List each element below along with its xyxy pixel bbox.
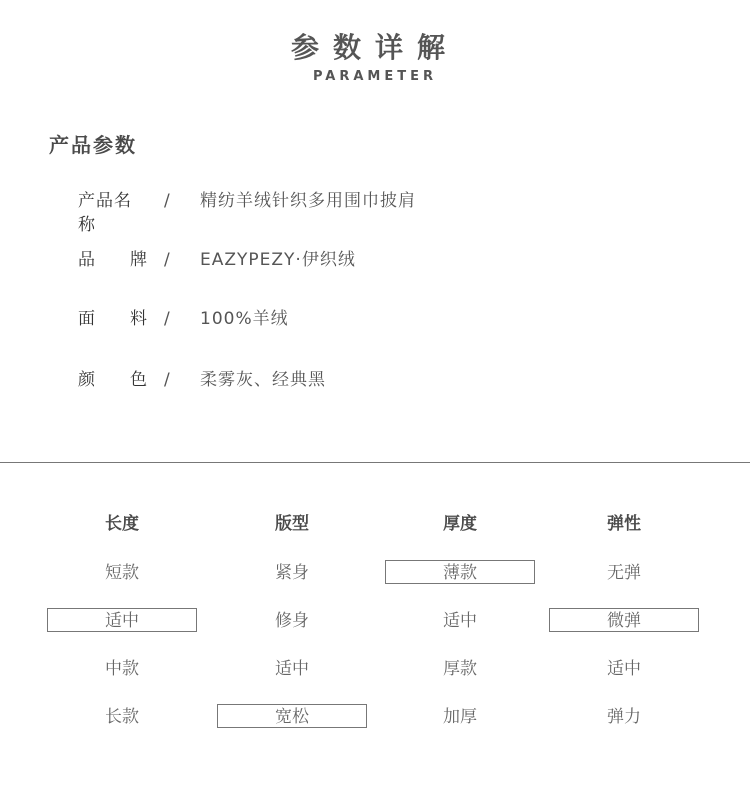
param-label-char: 料 xyxy=(130,309,148,329)
param-value: 精纺羊绒针织多用围巾披肩 xyxy=(200,191,416,211)
attr-option: 适中 xyxy=(607,659,641,679)
attr-option: 紧身 xyxy=(275,563,309,583)
attr-option: 加厚 xyxy=(443,707,477,727)
attr-heading: 厚度 xyxy=(443,514,477,534)
attr-option: 微弹 xyxy=(549,608,699,632)
param-label xyxy=(78,248,148,272)
attr-option: 中款 xyxy=(105,659,139,679)
param-separator: / xyxy=(164,309,170,329)
param-separator: / xyxy=(164,370,170,390)
page-subtitle: PARAMETER xyxy=(312,69,438,84)
param-label xyxy=(78,368,148,392)
attr-column-thickness xyxy=(385,512,535,728)
param-label-char: 色 xyxy=(130,370,148,390)
param-label-char: 面 xyxy=(78,309,96,329)
attr-column-length xyxy=(47,512,197,728)
param-label: 产品名称 xyxy=(78,191,132,235)
attr-option: 短款 xyxy=(105,563,139,583)
param-value: 100%羊绒 xyxy=(200,309,289,329)
param-label-char: 牌 xyxy=(130,250,148,270)
attr-option: 适中 xyxy=(443,611,477,631)
page-title: 参数详解 xyxy=(290,31,459,64)
param-label-char: 品 xyxy=(78,250,96,270)
attr-option: 宽松 xyxy=(217,704,367,728)
attr-heading: 版型 xyxy=(275,514,309,534)
attr-heading: 弹性 xyxy=(607,514,641,534)
attr-option: 无弹 xyxy=(607,563,641,583)
param-value: EAZYPEZY·伊织绒 xyxy=(200,250,356,270)
attr-column-elasticity xyxy=(549,512,699,728)
attr-option: 适中 xyxy=(47,608,197,632)
section-title: 产品参数 xyxy=(49,133,137,157)
attr-heading: 长度 xyxy=(105,514,139,534)
attr-option: 厚款 xyxy=(443,659,477,679)
param-label xyxy=(78,307,148,331)
attr-option: 修身 xyxy=(275,611,309,631)
param-separator: / xyxy=(164,191,170,211)
attr-option: 弹力 xyxy=(607,707,641,727)
param-value: 柔雾灰、经典黑 xyxy=(200,370,326,390)
attr-option: 薄款 xyxy=(385,560,535,584)
attr-option: 适中 xyxy=(275,659,309,679)
param-separator: / xyxy=(164,250,170,270)
param-label-char: 颜 xyxy=(78,370,96,390)
attr-option: 长款 xyxy=(105,707,139,727)
attr-column-fit xyxy=(217,512,367,728)
section-divider xyxy=(0,462,750,463)
